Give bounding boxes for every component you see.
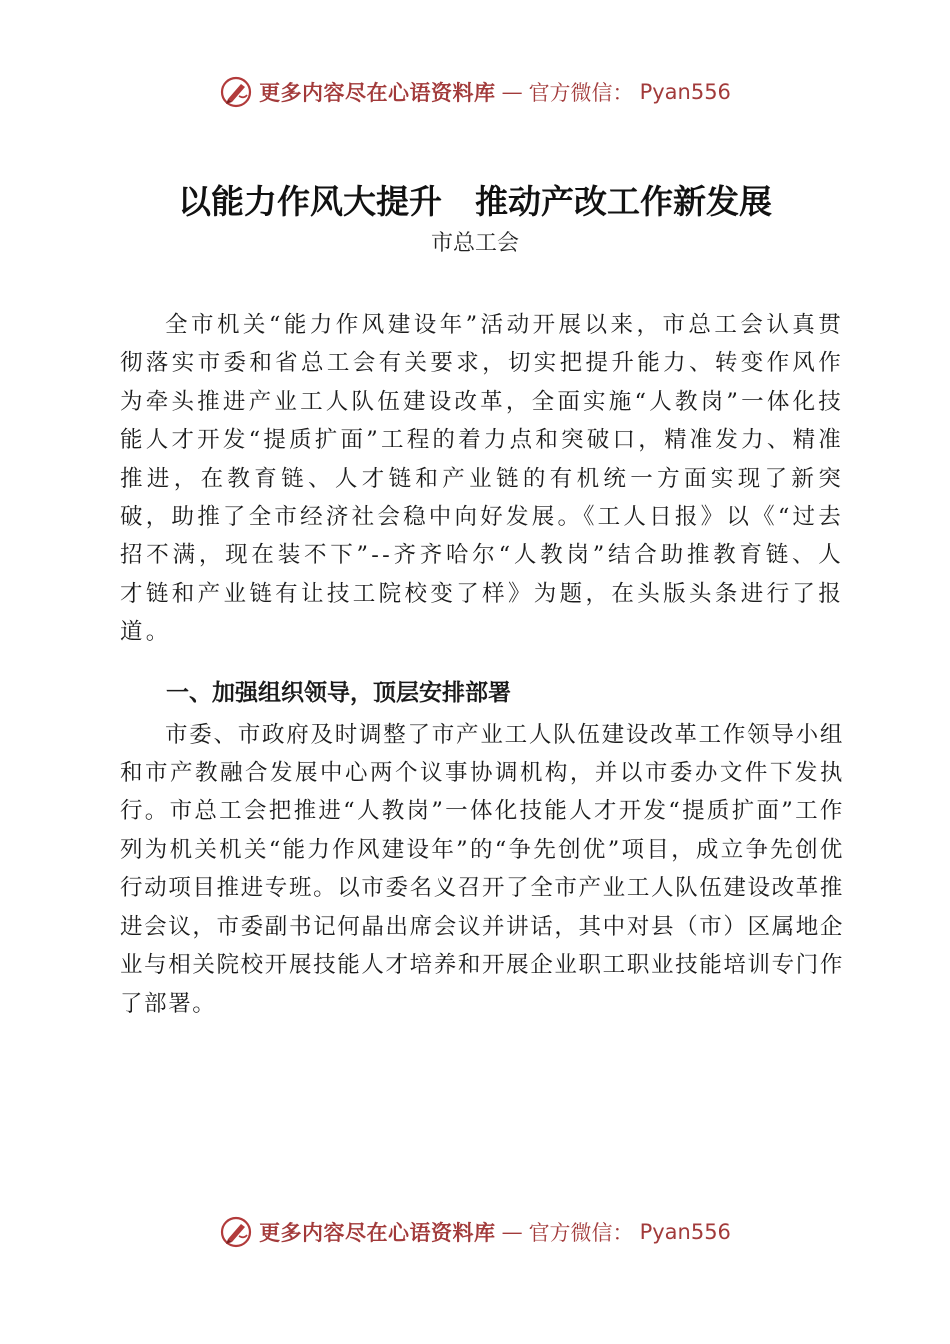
banner-wechat-label: 官方微信： — [528, 81, 634, 105]
banner-separator: — — [501, 1220, 523, 1244]
document-body — [120, 306, 844, 1023]
banner-library-name: 更多内容尽在心语资料库 — [259, 80, 496, 105]
banner-wechat-id: Pyan556 — [639, 80, 731, 104]
footer-watermark-banner — [0, 1210, 950, 1254]
banner-library-name: 更多内容尽在心语资料库 — [259, 1220, 496, 1245]
section-paragraph: 市委、市政府及时调整了市产业工人队伍建设改革工作领导小组和市产教融合发展中心两个议事协调机构，并以市委办文件下发执行。市总工会把推进“人教岗”一体化技能人才开发“提质扩面”工作列为机关机关“能力作风建设年”的“争先创优”项目，成立争先创优行动项目推进专班。以市委名义召开了全市产业工人队伍建设改革推进会议，市委副书记何晶出席会议并讲话，其中对县（市）区属地企业与相关院校开展技能人才培养和开展企业职工职业技能培训专门作了部署。 — [120, 721, 844, 1017]
header-watermark-banner — [0, 70, 950, 114]
section-heading: 一、加强组织领导，顶层安排部署 — [166, 679, 511, 706]
banner-wechat-id: Pyan556 — [639, 1220, 731, 1244]
document-title: 以能力作风大提升 推动产改工作新发展 — [178, 182, 772, 221]
pen-logo-icon — [219, 1215, 253, 1249]
banner-wechat-label: 官方微信： — [528, 1221, 634, 1245]
intro-paragraph: 全市机关“能力作风建设年”活动开展以来，市总工会认真贯彻落实市委和省总工会有关要求，切实把提升能力、转变作风作为牵头推进产业工人队伍建设改革，全面实施“人教岗”一体化技能人才开发“提质扩面”工程的着力点和突破口，精准发力、精准推进，在教育链、人才链和产业链的有机统一方面实现了新突破，助推了全市经济社会稳中向好发展。《工人日报》以《“过去招不满，现在装不下”--齐齐哈尔“人教岗”结合助推教育链、人才链和产业链有让技工院校变了样》为题，在头版头条进行了报道。 — [120, 312, 844, 646]
banner-separator: — — [501, 80, 523, 104]
pen-logo-icon — [219, 75, 253, 109]
document-author: 市总工会 — [430, 231, 519, 256]
